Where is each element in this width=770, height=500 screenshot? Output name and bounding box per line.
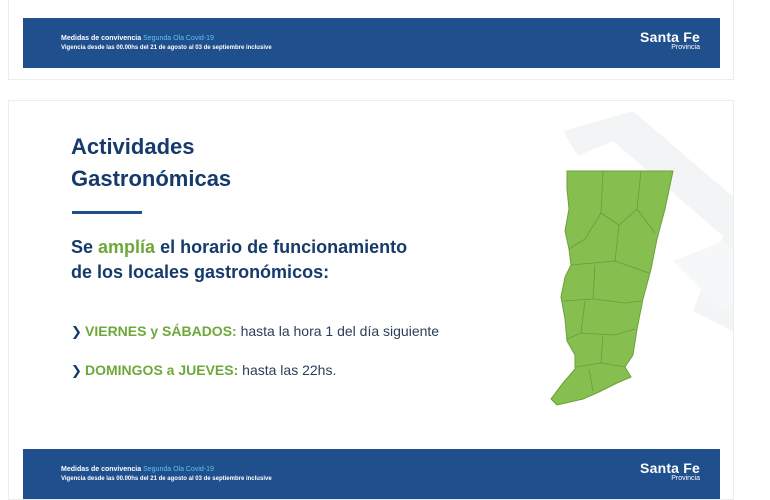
slide-previous [8, 0, 734, 80]
page-title [71, 131, 231, 195]
chevron-right-icon: ❯ [71, 363, 82, 378]
lead-line1 [71, 235, 407, 260]
banner-title-bold: Medidas de convivencia [61, 466, 144, 473]
page-title-line2: Gastronómicas [71, 166, 232, 191]
page-title-line1: Actividades [71, 134, 195, 159]
santa-fe-logo [640, 460, 700, 482]
bullet-text: hasta las 22hs. [238, 362, 337, 378]
banner-title [61, 35, 214, 42]
brand-sub: Provincia [671, 475, 700, 482]
brand-name: Santa Fe [640, 29, 700, 45]
banner-title-highlight: Segunda Ola Covid-19 [143, 466, 214, 473]
brand-sub: Provincia [671, 44, 700, 51]
list-item [71, 362, 336, 379]
banner-title-bold: Medidas de convivencia [61, 35, 144, 42]
bullet-text: hasta la hora 1 del día siguiente [236, 323, 440, 339]
banner-title-highlight: Segunda Ola Covid-19 [143, 35, 214, 42]
title-underline [72, 211, 142, 214]
brand-name: Santa Fe [640, 460, 700, 476]
bullet-keyword: VIERNES y SÁBADOS: [85, 323, 237, 339]
banner-validity: Vigencia desde las 00.00hs del 21 de agosto al 03 de septiembre inclusive [61, 45, 272, 51]
lead-text [71, 235, 407, 285]
banner-title [61, 466, 214, 473]
lead-amplia: amplía [98, 237, 156, 257]
list-item [71, 323, 439, 340]
santa-fe-province-map [545, 169, 679, 407]
santa-fe-logo [640, 29, 700, 51]
chevron-right-icon: ❯ [71, 324, 82, 339]
slide-main [8, 100, 734, 500]
footer-banner [23, 449, 720, 499]
lead-se: Se [71, 237, 99, 257]
banner-validity: Vigencia desde las 00.00hs del 21 de agosto al 03 de septiembre inclusive [61, 476, 272, 482]
lead-rest: el horario de funcionamiento [155, 237, 408, 257]
bullet-keyword: DOMINGOS a JUEVES: [85, 362, 239, 378]
footer-banner-top [23, 18, 720, 68]
lead-line2: de los locales gastronómicos: [71, 262, 330, 282]
